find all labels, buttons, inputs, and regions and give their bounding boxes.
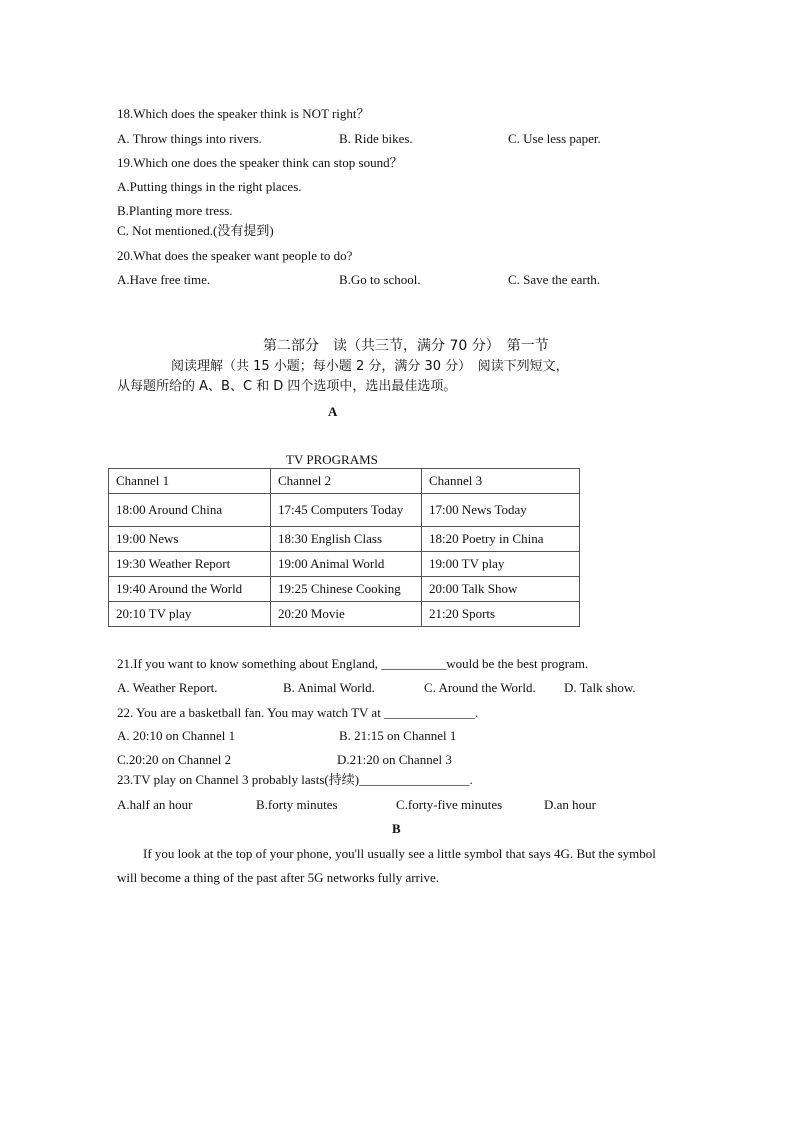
table-cell: 20:20 Movie — [271, 602, 422, 627]
q22-option-d: D.21:20 on Channel 3 — [337, 752, 452, 767]
q22-option-c: C.20:20 on Channel 2 — [117, 752, 232, 767]
table-row — [109, 527, 580, 552]
table-cell: 19:00 News — [109, 527, 271, 552]
table-row — [109, 494, 580, 527]
part2-instruction-line1: 阅读理解（共 15 小题；每小题 2 分，满分 30 分） 阅读下列短文， — [171, 359, 569, 374]
table-row — [109, 602, 580, 627]
table-header-cell: Channel 3 — [422, 469, 580, 494]
table-cell: 21:20 Sports — [422, 602, 580, 627]
table-cell: 17:00 News Today — [422, 494, 580, 527]
q23-option-b: B.forty minutes — [256, 797, 338, 812]
q19-option-a: A.Putting things in the right places. — [117, 179, 302, 194]
question-22: 22. You are a basketball fan. You may watch TV at ______________. — [117, 705, 479, 720]
table-header-cell: Channel 2 — [271, 469, 422, 494]
table-cell: 20:00 Talk Show — [422, 577, 580, 602]
q23-option-a: A.half an hour — [117, 797, 193, 812]
q18-option-c: C. Use less paper. — [508, 131, 601, 146]
table-header-row — [109, 469, 580, 494]
q19-option-b: B.Planting more tress. — [117, 203, 233, 218]
question-20: 20.What does the speaker want people to do? — [117, 248, 353, 263]
q22-option-a: A. 20:10 on Channel 1 — [117, 728, 236, 743]
table-cell: 19:00 Animal World — [271, 552, 422, 577]
table-row — [109, 577, 580, 602]
section-a-label: A — [328, 404, 338, 419]
tv-programs-table — [108, 468, 580, 627]
q19-option-c: C. Not mentioned.(没有提到) — [117, 223, 274, 238]
table-cell: 19:25 Chinese Cooking — [271, 577, 422, 602]
section-b-label: B — [392, 821, 401, 836]
question-23: 23.TV play on Channel 3 probably lasts(持续)_________________. — [117, 772, 473, 787]
question-18: 18.Which does the speaker think is NOT right？ — [117, 106, 370, 121]
q20-option-c: C. Save the earth. — [508, 272, 601, 287]
q20-option-b: B.Go to school. — [339, 272, 421, 287]
question-21: 21.If you want to know something about England, __________would be the best program. — [117, 656, 589, 671]
table-header-cell: Channel 1 — [109, 469, 271, 494]
question-19: 19.Which one does the speaker think can stop sound？ — [117, 155, 403, 170]
passage-b-text: If you look at the top of your phone, you'll usually see a little symbol that says 4G. But the symbol will become a thing of the past after 5G networks fully arrive. — [117, 846, 656, 885]
table-cell: 18:00 Around China — [109, 494, 271, 527]
q23-option-c: C.forty-five minutes — [396, 797, 503, 812]
table-cell: 20:10 TV play — [109, 602, 271, 627]
q21-option-b: B. Animal World. — [283, 680, 375, 695]
q21-option-c: C. Around the World. — [424, 680, 536, 695]
q22-option-b: B. 21:15 on Channel 1 — [339, 728, 457, 743]
table-cell: 19:00 TV play — [422, 552, 580, 577]
table-cell: 18:20 Poetry in China — [422, 527, 580, 552]
q21-option-a: A. Weather Report. — [117, 680, 218, 695]
q23-option-d: D.an hour — [544, 797, 596, 812]
q20-option-a: A.Have free time. — [117, 272, 211, 287]
part2-title: 第二部分 读（共三节，满分 70 分） 第一节 — [263, 338, 549, 354]
q18-option-b: B. Ride bikes. — [339, 131, 413, 146]
table-cell: 17:45 Computers Today — [271, 494, 422, 527]
table-cell: 19:40 Around the World — [109, 577, 271, 602]
part2-instruction-line2: 从每题所给的 A、B、C 和 D 四个选项中，选出最佳选项。 — [117, 379, 457, 394]
table-row — [109, 552, 580, 577]
table-title: TV PROGRAMS — [286, 452, 378, 467]
q18-option-a: A. Throw things into rivers. — [117, 131, 262, 146]
q21-option-d: D. Talk show. — [564, 680, 636, 695]
table-cell: 18:30 English Class — [271, 527, 422, 552]
table-cell: 19:30 Weather Report — [109, 552, 271, 577]
